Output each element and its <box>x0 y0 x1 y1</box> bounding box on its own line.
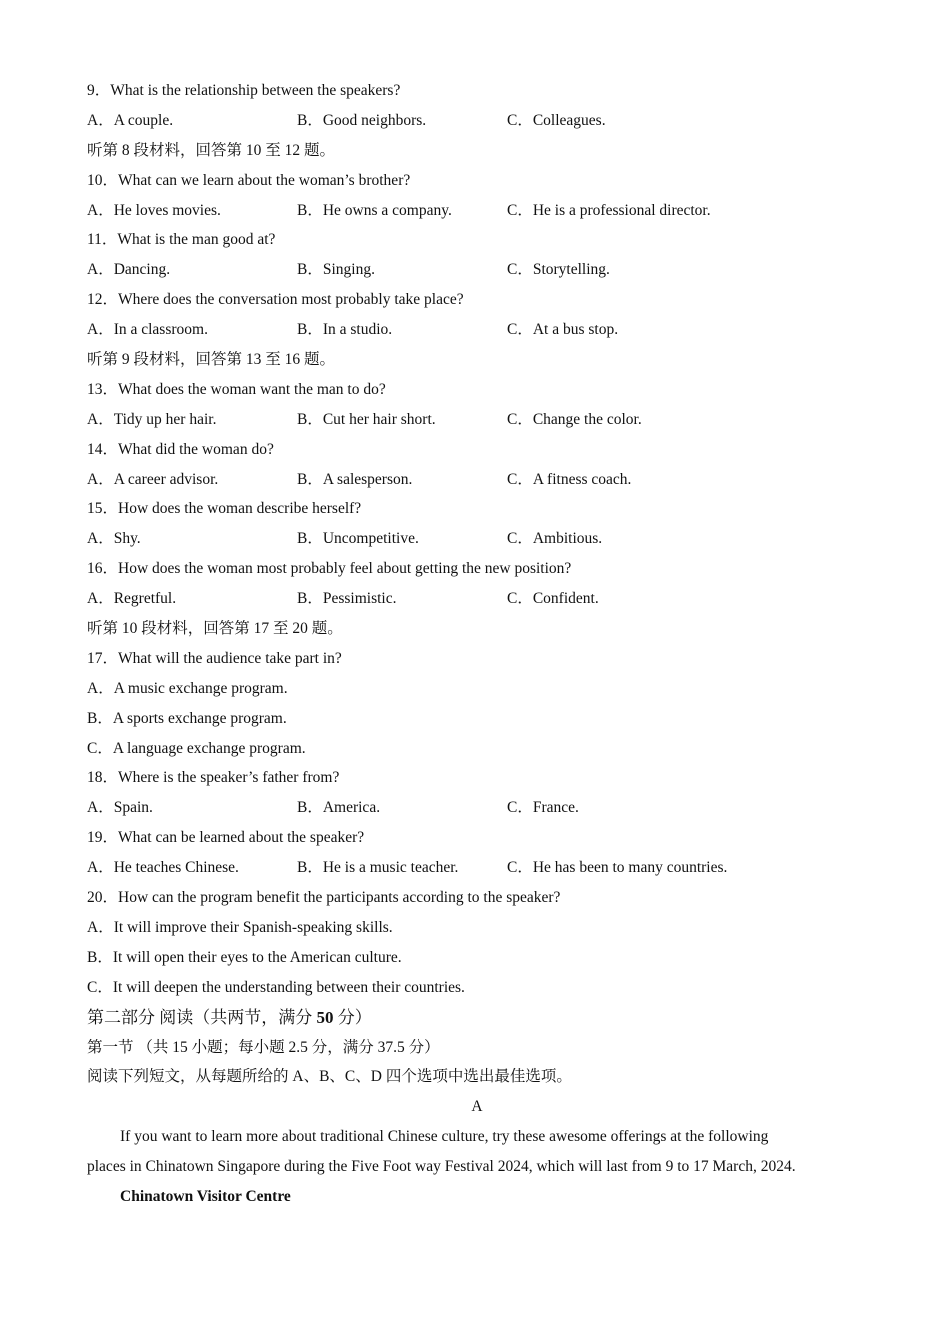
option-b: B．Good neighbors. <box>297 111 427 129</box>
question-18-options <box>87 793 867 823</box>
question-16-stem: 16．How does the woman most probably feel about getting the new position? <box>87 560 572 578</box>
question-16-options <box>87 584 867 614</box>
option-c: C．Storytelling. <box>507 261 610 279</box>
question-13-options <box>87 405 867 435</box>
option-a: A．Spain. <box>87 799 153 817</box>
option-c: C．Change the color. <box>507 410 642 428</box>
passage-subheading: Chinatown Visitor Centre <box>120 1187 291 1205</box>
question-14-options <box>87 465 867 495</box>
option-c: C．At a bus stop. <box>507 321 619 339</box>
option-c: C．He is a professional director. <box>507 201 711 219</box>
question-20-stem: 20．How can the program benefit the participants according to the speaker? <box>87 889 561 907</box>
option-a: A．Dancing. <box>87 261 171 279</box>
question-12-stem: 12．Where does the conversation most probably take place? <box>87 291 464 309</box>
question-17-stem: 17．What will the audience take part in? <box>87 649 342 667</box>
passage-paragraph-line-1: If you want to learn more about traditional Chinese culture, try these awesome offerings at the following <box>120 1128 769 1146</box>
part-2-title <box>87 1003 867 1033</box>
question-11-options <box>87 255 867 285</box>
option-c: C．It will deepen the understanding between their countries. <box>87 978 465 996</box>
question-19-options <box>87 853 867 883</box>
option-b: B．Singing. <box>297 261 375 279</box>
option-a: A．He teaches Chinese. <box>87 859 239 877</box>
option-b: B．He is a music teacher. <box>297 859 459 877</box>
option-a: A．A music exchange program. <box>87 679 288 697</box>
question-10-stem: 10．What can we learn about the woman’s brother? <box>87 171 411 189</box>
option-c: C．Colleagues. <box>507 111 606 129</box>
option-c: C．A fitness coach. <box>507 470 632 488</box>
option-a: A．In a classroom. <box>87 321 208 339</box>
part-2-title-post: 分） <box>333 1007 372 1027</box>
section-10-instruction: 听第 10 段材料，回答第 17 至 20 题。 <box>87 620 343 638</box>
question-9-options <box>87 106 867 136</box>
passage-label: A <box>471 1098 483 1116</box>
exam-page <box>87 76 867 1212</box>
option-b: B．Cut her hair short. <box>297 410 436 428</box>
option-b: B．Uncompetitive. <box>297 530 419 548</box>
option-c: C．He has been to many countries. <box>507 859 728 877</box>
section-8-instruction: 听第 8 段材料，回答第 10 至 12 题。 <box>87 141 336 159</box>
option-c: C．A language exchange program. <box>87 739 306 757</box>
question-12-options <box>87 315 867 345</box>
option-b: B．It will open their eyes to the American culture. <box>87 948 402 966</box>
option-a: A．Shy. <box>87 530 141 548</box>
question-15-options <box>87 524 867 554</box>
option-a: A．A couple. <box>87 111 174 129</box>
question-11-stem: 11．What is the man good at? <box>87 231 276 249</box>
option-a: A．It will improve their Spanish-speaking skills. <box>87 918 393 936</box>
part-2-title-pre: 第二部分 阅读（共两节，满分 <box>87 1007 317 1027</box>
question-9-stem: 9．What is the relationship between the speakers? <box>87 82 401 99</box>
question-10-options <box>87 196 867 226</box>
option-b: B．America. <box>297 799 381 817</box>
option-c: C．Ambitious. <box>507 530 603 548</box>
question-19-stem: 19．What can be learned about the speaker? <box>87 829 365 847</box>
option-b: B．He owns a company. <box>297 201 452 219</box>
option-b: B．In a studio. <box>297 321 393 339</box>
option-b: B．A sports exchange program. <box>87 709 287 727</box>
part-2-total-score: 50 <box>316 1007 334 1027</box>
passage-paragraph-line-2: places in Chinatown Singapore during the Five Foot way Festival 2024, which will last from 9 to 17 March, 2024. <box>87 1158 796 1176</box>
section-1-heading: 第一节 （共 15 小题；每小题 2.5 分，满分 37.5 分） <box>87 1038 440 1056</box>
option-a: A．Regretful. <box>87 590 177 608</box>
option-b: B．Pessimistic. <box>297 590 397 608</box>
question-14-stem: 14．What did the woman do? <box>87 440 274 458</box>
option-b: B．A salesperson. <box>297 470 413 488</box>
reading-instruction: 阅读下列短文，从每题所给的 A、B、C、D 四个选项中选出最佳选项。 <box>87 1068 572 1086</box>
question-13-stem: 13．What does the woman want the man to do? <box>87 380 386 398</box>
option-a: A．He loves movies. <box>87 201 221 219</box>
question-18-stem: 18．Where is the speaker’s father from? <box>87 769 340 787</box>
option-a: A．Tidy up her hair. <box>87 410 217 428</box>
question-15-stem: 15．How does the woman describe herself? <box>87 500 362 518</box>
option-a: A．A career advisor. <box>87 470 219 488</box>
option-c: C．France. <box>507 799 579 817</box>
section-9-instruction: 听第 9 段材料，回答第 13 至 16 题。 <box>87 351 336 369</box>
option-c: C．Confident. <box>507 590 599 608</box>
